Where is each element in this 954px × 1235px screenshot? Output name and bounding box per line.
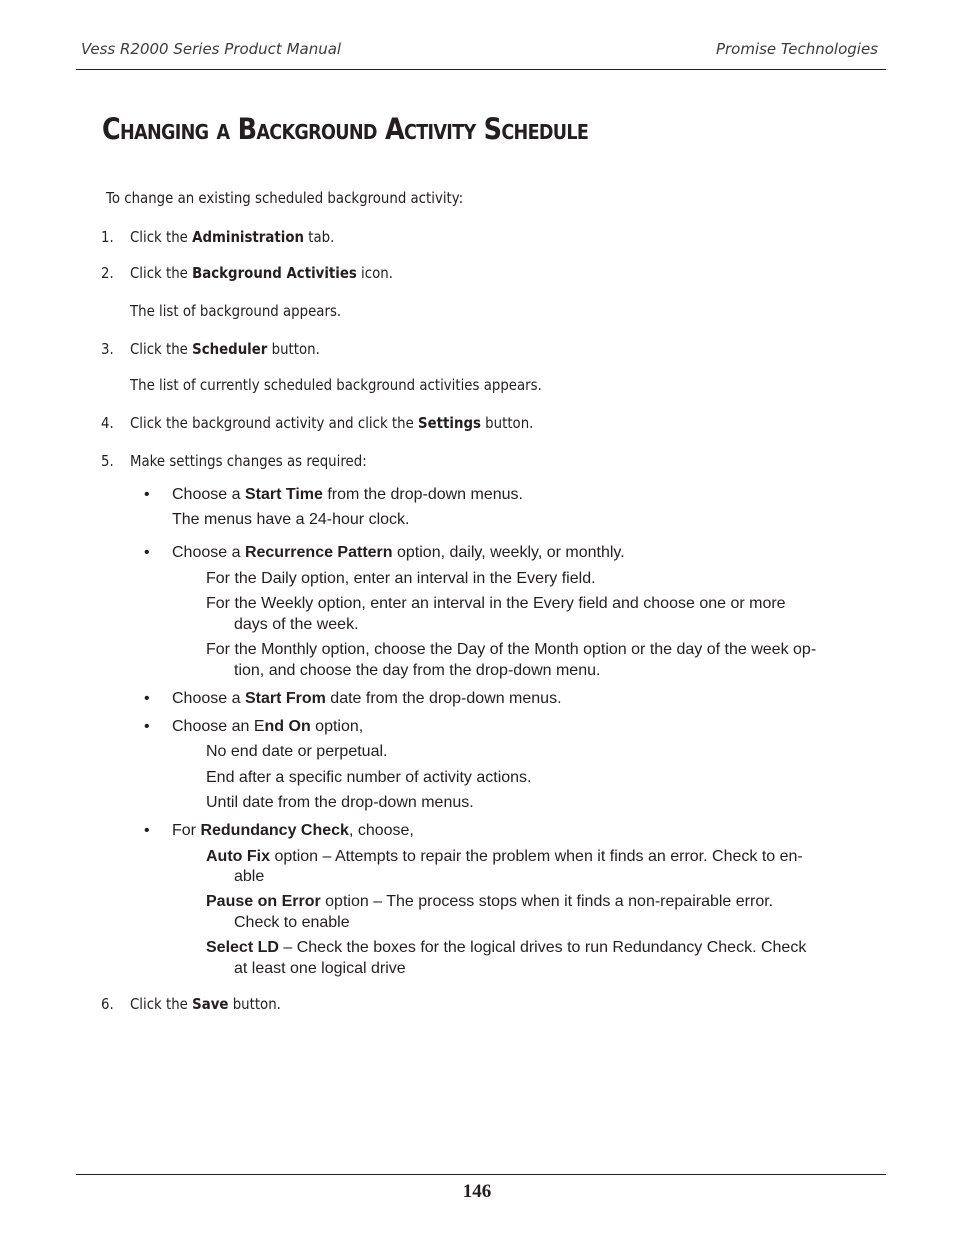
redundancy-auto-fix: Auto Fix option – Attempts to repair the problem when it finds an error. Check to en- <box>206 848 803 865</box>
step-number: 6. <box>101 995 114 1013</box>
bullet-start-from: Choose a Start From date from the drop-down menus. <box>172 690 562 707</box>
footer-rule <box>76 1174 886 1175</box>
redundancy-pause-on-error: Pause on Error option – The process stops when it finds a non-repairable error. <box>206 893 774 910</box>
bullet-marker: • <box>144 486 150 503</box>
bullet-marker: • <box>144 544 150 561</box>
company-name: Promise Technologies <box>715 40 878 58</box>
step-3-note: The list of currently scheduled background activities appears. <box>130 376 542 394</box>
step-number: 1. <box>101 228 114 246</box>
redundancy-pause-cont: Check to enable <box>234 914 350 931</box>
end-on-option: No end date or perpetual. <box>206 743 388 760</box>
step-1: Click the Administration tab. <box>130 228 335 246</box>
recurrence-weekly-cont: days of the week. <box>234 616 359 633</box>
step-3: Click the Scheduler button. <box>130 340 320 358</box>
step-number: 3. <box>101 340 114 358</box>
bullet-marker: • <box>144 718 150 735</box>
step-5: Make settings changes as required: <box>130 452 367 470</box>
step-6: Click the Save button. <box>130 995 281 1013</box>
redundancy-auto-fix-cont: able <box>234 868 265 885</box>
redundancy-select-ld: Select LD – Check the boxes for the logical drives to run Redundancy Check. Check <box>206 939 807 956</box>
recurrence-weekly: For the Weekly option, enter an interval in the Every field and choose one or more <box>206 595 786 612</box>
manual-title: Vess R2000 Series Product Manual <box>81 40 342 58</box>
step-number: 4. <box>101 414 114 432</box>
end-on-option: End after a specific number of activity actions. <box>206 769 532 786</box>
end-on-option: Until date from the drop-down menus. <box>206 794 474 811</box>
step-2-note: The list of background appears. <box>130 302 342 320</box>
step-number: 2. <box>101 264 114 282</box>
recurrence-monthly-cont: tion, and choose the day from the drop-down menu. <box>234 662 601 679</box>
bullet-recurrence: Choose a Recurrence Pattern option, daily, weekly, or monthly. <box>172 544 625 561</box>
start-time-note: The menus have a 24-hour clock. <box>172 511 410 528</box>
step-2: Click the Background Activities icon. <box>130 264 393 282</box>
step-number: 5. <box>101 452 114 470</box>
intro-text: To change an existing scheduled background activity: <box>106 189 464 207</box>
bullet-redundancy: For Redundancy Check, choose, <box>172 822 414 839</box>
page-header <box>76 40 886 70</box>
page-number: 146 <box>462 1181 492 1202</box>
bullet-start-time: Choose a Start Time from the drop-down menus. <box>172 486 523 503</box>
bullet-marker: • <box>144 690 150 707</box>
bullet-marker: • <box>144 822 150 839</box>
page-title: Changing a Background Activity Schedule <box>102 112 589 146</box>
recurrence-monthly: For the Monthly option, choose the Day of the Month option or the day of the week op- <box>206 641 817 658</box>
recurrence-daily: For the Daily option, enter an interval in the Every field. <box>206 570 596 587</box>
step-4: Click the background activity and click the Settings button. <box>130 414 534 432</box>
bullet-end-on: Choose an End On option, <box>172 718 364 735</box>
redundancy-select-ld-cont: at least one logical drive <box>234 960 406 977</box>
